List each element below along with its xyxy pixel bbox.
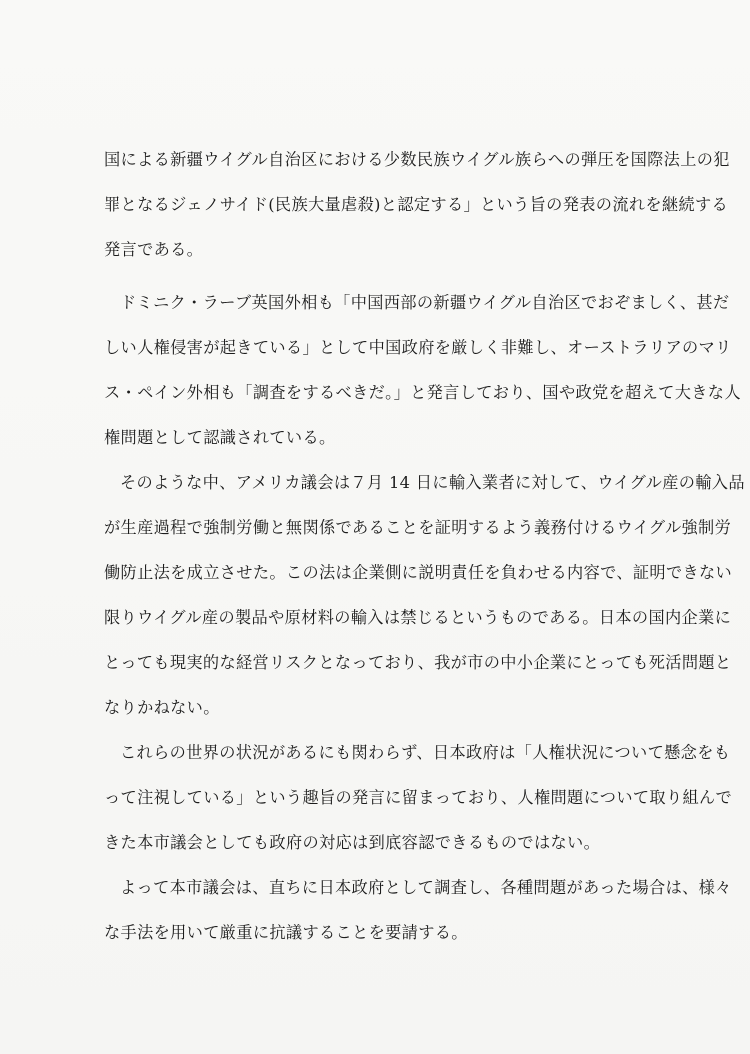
paragraph-2-line-4: 権問題として認識されている。 bbox=[104, 428, 336, 447]
paragraph-1-line-2: 罪となるジェノサイド(民族大量虐殺)と認定する」という旨の発表の流れを継続する bbox=[104, 195, 729, 214]
paragraph-5-line-2: な手法を用いて厳重に抗議することを要請する。 bbox=[104, 923, 468, 942]
paragraph-3-line-4: 限りウイグル産の製品や原材料の輸入は禁じるというものである。日本の国内企業に bbox=[104, 608, 732, 627]
paragraph-3-line-5: とっても現実的な経営リスクとなっており、我が市の中小企業にとっても死活問題と bbox=[104, 653, 732, 672]
paragraph-4-line-2: って注視している」という趣旨の発言に留まっており、人権問題について取り組んで bbox=[104, 788, 733, 807]
paragraph-5-line-1: よって本市議会は、直ちに日本政府として調査し、各種問題があった場合は、様々 bbox=[120, 878, 732, 897]
paragraph-2-line-1: ドミニク・ラーブ英国外相も「中国西部の新疆ウイグル自治区でおぞましく、甚だ bbox=[120, 293, 730, 312]
paragraph-2-line-2: しい人権侵害が起きている」として中国政府を厳しく非難し、オーストラリアのマリ bbox=[104, 338, 732, 357]
paragraph-1-line-3: 発言である。 bbox=[104, 240, 204, 259]
paragraph-4-line-3: きた本市議会としても政府の対応は到底容認できるものではない。 bbox=[104, 833, 601, 852]
paragraph-3-line-2: が生産過程で強制労働と無関係であることを証明するよう義務付けるウイグル強制労 bbox=[104, 518, 732, 537]
paragraph-3-line-3: 働防止法を成立させた。この法は企業側に説明責任を負わせる内容で、証明できない bbox=[104, 563, 733, 582]
paragraph-4-line-1: これらの世界の状況があるにも関わらず、日本政府は「人権状況について懸念をも bbox=[120, 743, 731, 762]
paragraph-2-line-3: ス・ペイン外相も「調査をするべきだ。」と発言しており、国や政党を超えて大きな人 bbox=[104, 383, 741, 402]
paragraph-1-line-1: 国による新疆ウイグル自治区における少数民族ウイグル族らへの弾圧を国際法上の犯 bbox=[104, 150, 730, 169]
paragraph-3-line-6: なりかねない。 bbox=[104, 698, 220, 717]
paragraph-3-line-1: そのような中、アメリカ議会は７月 14 日に輸入業者に対して、ウイグル産の輸入品 bbox=[120, 473, 745, 492]
